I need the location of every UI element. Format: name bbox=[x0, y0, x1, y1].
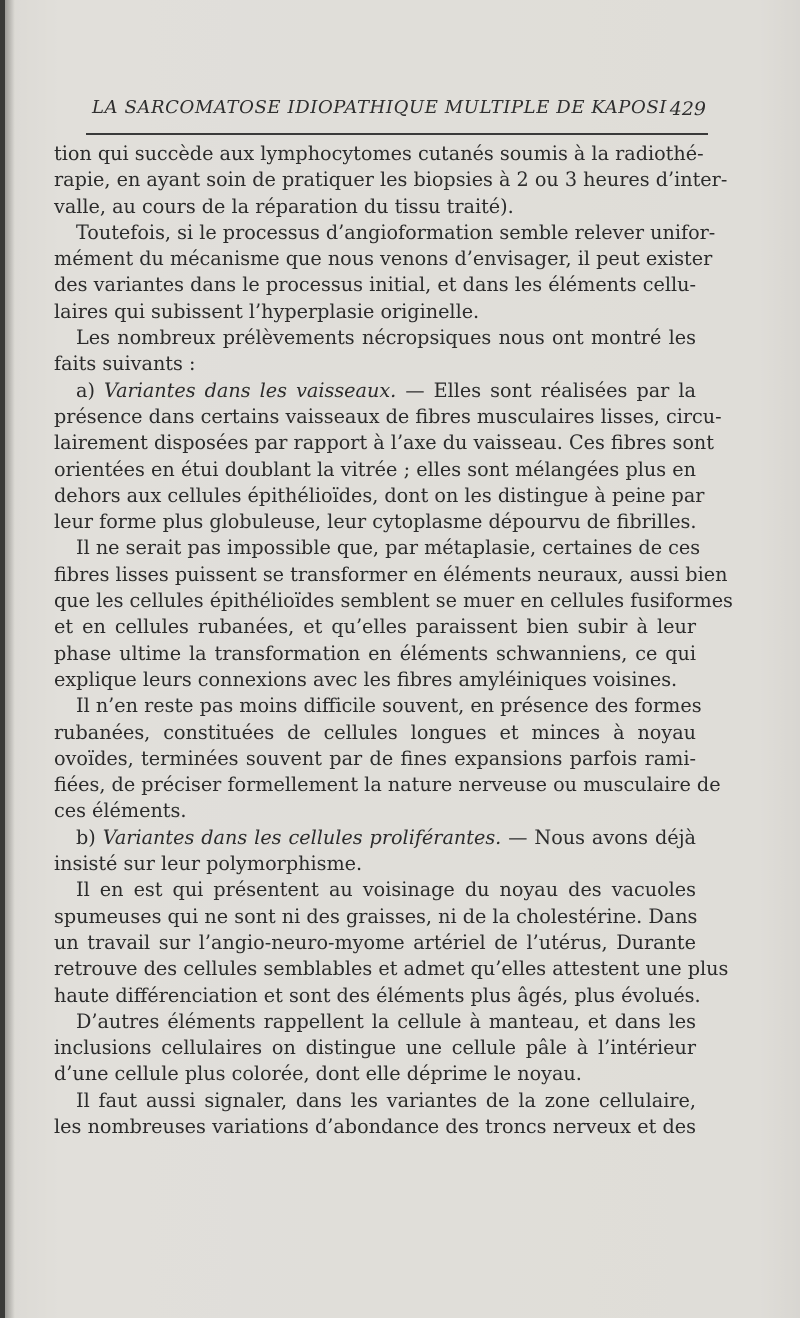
text-line: explique leurs connexions avec les fibres amyléiniques voisines. bbox=[54, 667, 678, 691]
text-line: fibres lisses puissent se transformer en éléments neuraux, aussi bien bbox=[54, 562, 728, 586]
text-line: faits suivants : bbox=[54, 352, 196, 376]
text-line: Il n’en reste pas moins difficile souvent, en présence des formes bbox=[76, 694, 702, 718]
text-line: des variantes dans le processus initial, et dans les éléments cellu- bbox=[54, 273, 696, 297]
text-line: phase ultime la transformation en éléments schwanniens, ce qui bbox=[54, 641, 696, 665]
text-line: retrouve des cellules semblables et admet qu’elles attestent une plus bbox=[54, 957, 729, 981]
text-line: un travail sur l’angio-neuro-myome artériel de l’utérus, Durante bbox=[54, 930, 696, 954]
text-line: d’une cellule plus colorée, dont elle déprime le noyau. bbox=[54, 1062, 582, 1086]
text-line: laires qui subissent l’hyperplasie originelle. bbox=[54, 299, 480, 323]
text-line: dehors aux cellules épithélioïdes, dont on les distingue à peine par bbox=[54, 483, 705, 507]
text-line: a) Variantes dans les vaisseaux. — Elles sont réalisées par la bbox=[76, 378, 696, 402]
text-line: et en cellules rubanées, et qu’elles paraissent bien subir à leur bbox=[54, 615, 696, 639]
text-line: valle, au cours de la réparation du tissu traité). bbox=[54, 194, 514, 218]
text-line: Il ne serait pas impossible que, par métaplasie, certaines de ces bbox=[76, 536, 701, 560]
text-line: Toutefois, si le processus d’angioformation semble relever unifor- bbox=[76, 220, 716, 244]
text-line: les nombreuses variations d’abondance des troncs nerveux et des bbox=[54, 1114, 696, 1138]
subsection-title: Variantes dans les cellules proliférantes. bbox=[102, 825, 502, 849]
page-number: 429 bbox=[669, 98, 706, 120]
binding-shadow bbox=[5, 0, 15, 1318]
text-line: D’autres éléments rappellent la cellule à manteau, et dans les bbox=[76, 1009, 696, 1033]
header-rule bbox=[86, 133, 708, 135]
text-line: rapie, en ayant soin de pratiquer les biopsies à 2 ou 3 heures d’inter- bbox=[54, 168, 728, 192]
text-line: rubanées, constituées de cellules longues et minces à noyau bbox=[54, 720, 696, 744]
text-line: que les cellules épithélioïdes semblent se muer en cellules fusiformes bbox=[54, 589, 733, 613]
text-line: mément du mécanisme que nous venons d’envisager, il peut exister bbox=[54, 247, 713, 271]
text-line: leur forme plus globuleuse, leur cytoplasme dépourvu de fibrilles. bbox=[54, 510, 697, 534]
text-line: ovoïdes, terminées souvent par de fines expansions parfois rami- bbox=[54, 746, 696, 770]
text-line: spumeuses qui ne sont ni des graisses, ni de la cholestérine. Dans bbox=[54, 904, 698, 928]
subsection-title: Variantes dans les vaisseaux. bbox=[104, 378, 397, 402]
text-line: Il faut aussi signaler, dans les variantes de la zone cellulaire, bbox=[76, 1088, 696, 1112]
text-line: présence dans certains vaisseaux de fibres musculaires lisses, circu- bbox=[54, 404, 722, 428]
text-line: inclusions cellulaires on distingue une cellule pâle à l’intérieur bbox=[54, 1036, 696, 1060]
text-line: lairement disposées par rapport à l’axe du vaisseau. Ces fibres sont bbox=[54, 431, 714, 455]
text-line: insisté sur leur polymorphisme. bbox=[54, 852, 363, 876]
text-line: b) Variantes dans les cellules proliférantes. — Nous avons déjà bbox=[76, 825, 696, 849]
text-line: Il en est qui présentent au voisinage du noyau des vacuoles bbox=[76, 878, 696, 902]
text-line: tion qui succède aux lymphocytomes cutanés soumis à la radiothé- bbox=[54, 142, 704, 165]
text-line: haute différenciation et sont des éléments plus âgés, plus évolués. bbox=[54, 983, 701, 1007]
text-line: Les nombreux prélèvements nécropsiques nous ont montré les bbox=[76, 326, 696, 350]
page-header bbox=[92, 97, 706, 127]
text-line: ces éléments. bbox=[54, 799, 187, 823]
running-title: LA SARCOMATOSE IDIOPATHIQUE MULTIPLE DE KAPOSI bbox=[92, 97, 668, 118]
body-text bbox=[54, 141, 733, 1140]
text-line: fiées, de préciser formellement la nature nerveuse ou musculaire de bbox=[54, 773, 721, 797]
text-line: orientées en étui doublant la vitrée ; elles sont mélangées plus en bbox=[54, 457, 696, 481]
